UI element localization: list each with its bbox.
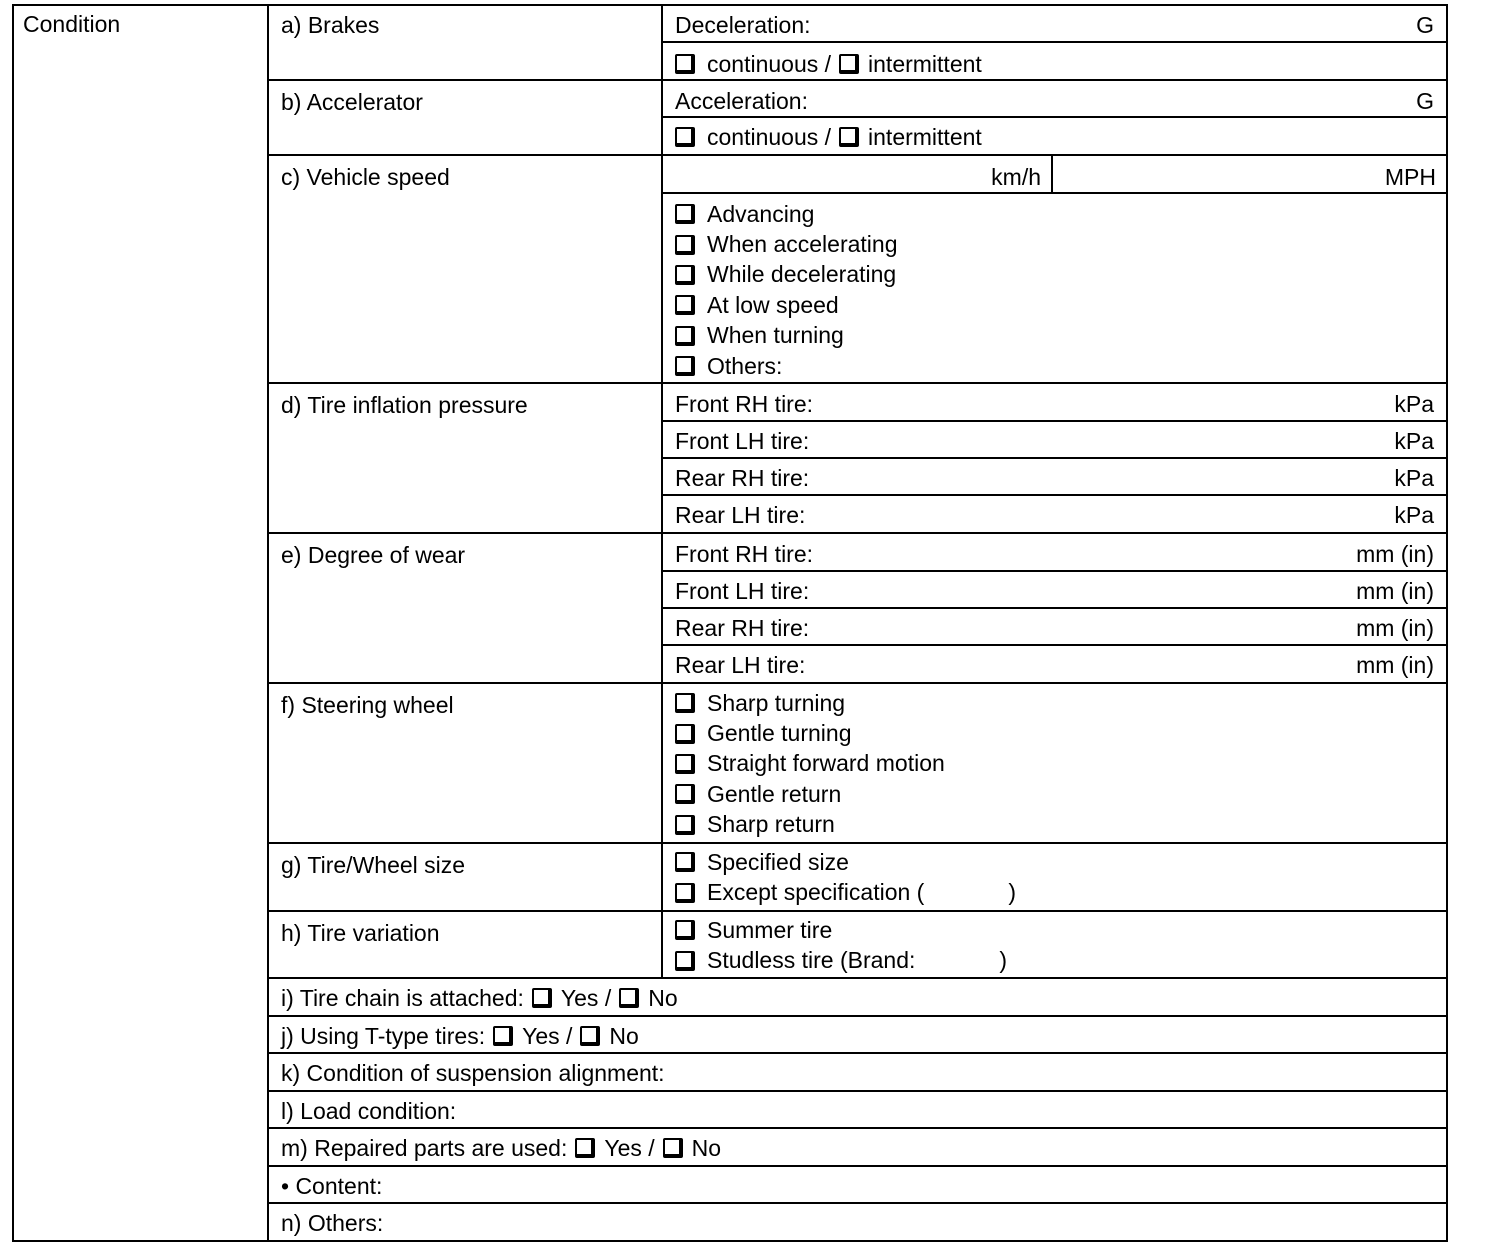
speed-option <box>675 290 898 320</box>
wear-unit: mm (in) <box>1356 615 1434 641</box>
others-checkbox[interactable] <box>675 356 695 376</box>
speed-kmh-unit: km/h <box>991 164 1041 190</box>
pressure-unit: kPa <box>1394 502 1434 528</box>
pressure-rear-lh-cell[interactable] <box>663 496 1446 534</box>
option-label: Straight forward motion <box>707 750 945 777</box>
steering-row <box>269 684 1448 844</box>
deceleration-cell[interactable] <box>663 4 1446 43</box>
yes-label: Yes / <box>560 985 612 1011</box>
tire-variation-options <box>675 915 1007 976</box>
no-label: No <box>691 1135 722 1161</box>
steering-option <box>675 718 945 748</box>
deceleration-label: Deceleration: <box>675 12 811 38</box>
option-label: Sharp turning <box>707 689 846 716</box>
content-row[interactable] <box>269 1167 1448 1204</box>
closing-paren: ) <box>1008 879 1016 906</box>
suspension-row[interactable] <box>269 1054 1448 1092</box>
others-row[interactable] <box>269 1204 1448 1242</box>
wear-front-rh-cell[interactable] <box>663 534 1446 572</box>
yes-label: Yes / <box>604 1135 655 1161</box>
t-type-yes-checkbox[interactable] <box>493 1026 513 1046</box>
others-label: n) Others: <box>281 1210 384 1236</box>
pressure-rear-rh-cell[interactable] <box>663 459 1446 496</box>
speed-situation-cell <box>663 194 1446 384</box>
except-specification-checkbox[interactable] <box>675 883 695 903</box>
suspension-label: k) Condition of suspension alignment: <box>281 1060 665 1086</box>
gentle-turning-checkbox[interactable] <box>675 724 695 744</box>
wear-unit: mm (in) <box>1356 541 1434 567</box>
summer-tire-checkbox[interactable] <box>675 920 695 940</box>
option-label: At low speed <box>707 291 839 318</box>
option-label: When accelerating <box>707 231 898 258</box>
load-row[interactable] <box>269 1092 1448 1129</box>
wheel-size-row <box>269 844 1448 912</box>
advancing-checkbox[interactable] <box>675 204 695 224</box>
speed-option <box>675 260 898 290</box>
speed-option <box>675 229 898 259</box>
tire-name: Rear RH tire: <box>675 615 810 641</box>
tire-name: Rear LH tire: <box>675 652 806 678</box>
option-label: Except specification ( <box>707 879 925 906</box>
t-type-label: j) Using T-type tires: <box>281 1023 486 1049</box>
speed-option <box>675 321 898 351</box>
while-decelerating-checkbox[interactable] <box>675 265 695 285</box>
pressure-unit: kPa <box>1394 465 1434 491</box>
no-label: No <box>648 985 678 1011</box>
brakes-intermittent-checkbox[interactable] <box>839 54 859 74</box>
when-turning-checkbox[interactable] <box>675 326 695 346</box>
speed-option <box>675 351 898 381</box>
tire-name: Front LH tire: <box>675 428 810 454</box>
tire-chain-no-checkbox[interactable] <box>619 988 639 1008</box>
content-label: • Content: <box>281 1173 383 1199</box>
tire-variation-label: h) Tire variation <box>281 920 440 946</box>
repaired-label: m) Repaired parts are used: <box>281 1135 568 1161</box>
steering-option <box>675 779 945 809</box>
steering-option <box>675 810 945 840</box>
sharp-turning-checkbox[interactable] <box>675 693 695 713</box>
accelerator-label: b) Accelerator <box>281 89 423 115</box>
tire-chain-row <box>269 979 1448 1017</box>
accelerator-mode-cell <box>663 118 1446 156</box>
steering-options <box>675 688 945 840</box>
tire-chain-yes-checkbox[interactable] <box>532 988 552 1008</box>
speed-kmh-cell[interactable] <box>663 156 1051 194</box>
brakes-intermittent-label: intermittent <box>868 51 982 77</box>
tire-name: Rear RH tire: <box>675 465 810 491</box>
sharp-return-checkbox[interactable] <box>675 815 695 835</box>
wear-unit: mm (in) <box>1356 652 1434 678</box>
brakes-label: a) Brakes <box>281 12 380 38</box>
accelerator-continuous-label: continuous / <box>707 124 832 150</box>
steering-label: f) Steering wheel <box>281 692 454 718</box>
option-label: Studless tire (Brand: <box>707 947 916 974</box>
wear-rear-rh-cell[interactable] <box>663 609 1446 646</box>
accelerator-intermittent-label: intermittent <box>868 124 982 150</box>
specified-size-checkbox[interactable] <box>675 852 695 872</box>
at-low-speed-checkbox[interactable] <box>675 295 695 315</box>
yes-label: Yes / <box>522 1023 573 1049</box>
tire-name: Front LH tire: <box>675 578 810 604</box>
pressure-front-rh-cell[interactable] <box>663 384 1446 422</box>
repaired-yes-checkbox[interactable] <box>575 1138 595 1158</box>
wheel-size-option <box>675 847 1016 877</box>
option-label: When turning <box>707 322 844 349</box>
option-label: Gentle turning <box>707 720 852 747</box>
tire-pressure-label: d) Tire inflation pressure <box>281 392 528 418</box>
wheel-size-label: g) Tire/Wheel size <box>281 852 466 878</box>
tire-variation-row <box>269 912 1448 979</box>
option-label: Summer tire <box>707 916 833 943</box>
deceleration-unit: G <box>1416 12 1434 38</box>
acceleration-unit: G <box>1416 88 1434 114</box>
pressure-unit: kPa <box>1394 391 1434 417</box>
tire-chain-label: i) Tire chain is attached: <box>281 985 524 1011</box>
brakes-continuous-label: continuous / <box>707 51 832 77</box>
acceleration-label: Acceleration: <box>675 88 808 114</box>
acceleration-cell[interactable] <box>663 81 1446 118</box>
wheel-size-option <box>675 877 1016 907</box>
pressure-unit: kPa <box>1394 428 1434 454</box>
when-accelerating-checkbox[interactable] <box>675 235 695 255</box>
condition-heading: Condition <box>23 11 121 37</box>
accelerator-intermittent-checkbox[interactable] <box>839 127 859 147</box>
option-label: Others: <box>707 352 783 379</box>
tire-variation-option <box>675 915 1007 945</box>
studless-tire-checkbox[interactable] <box>675 951 695 971</box>
vehicle-speed-label: c) Vehicle speed <box>281 164 450 190</box>
repaired-no-checkbox[interactable] <box>663 1138 683 1158</box>
condition-form <box>12 4 1448 1242</box>
wear-front-lh-cell[interactable] <box>663 572 1446 609</box>
wear-label: e) Degree of wear <box>281 542 466 568</box>
straight-forward-checkbox[interactable] <box>675 754 695 774</box>
option-label: Sharp return <box>707 811 835 838</box>
option-label: While decelerating <box>707 261 897 288</box>
option-label: Specified size <box>707 848 849 875</box>
option-label: Gentle return <box>707 780 842 807</box>
accelerator-continuous-checkbox[interactable] <box>675 127 695 147</box>
speed-option <box>675 199 898 229</box>
repaired-row <box>269 1129 1448 1167</box>
load-label: l) Load condition: <box>281 1098 457 1124</box>
steering-option <box>675 688 945 718</box>
speed-mph-cell[interactable] <box>1051 156 1446 194</box>
t-type-no-checkbox[interactable] <box>580 1026 600 1046</box>
wheel-size-options <box>675 847 1016 908</box>
closing-paren: ) <box>999 947 1008 974</box>
wear-rear-lh-cell[interactable] <box>663 646 1446 684</box>
tire-name: Front RH tire: <box>675 541 814 567</box>
wear-unit: mm (in) <box>1356 578 1434 604</box>
tire-name: Front RH tire: <box>675 391 814 417</box>
brakes-continuous-checkbox[interactable] <box>675 54 695 74</box>
t-type-row <box>269 1017 1448 1054</box>
pressure-front-lh-cell[interactable] <box>663 422 1446 459</box>
tire-name: Rear LH tire: <box>675 502 806 528</box>
brakes-mode-cell <box>663 43 1446 81</box>
option-label: Advancing <box>707 200 815 227</box>
gentle-return-checkbox[interactable] <box>675 784 695 804</box>
tire-variation-option <box>675 945 1007 975</box>
speed-mph-unit: MPH <box>1384 164 1436 190</box>
no-label: No <box>609 1023 639 1049</box>
steering-option <box>675 749 945 779</box>
